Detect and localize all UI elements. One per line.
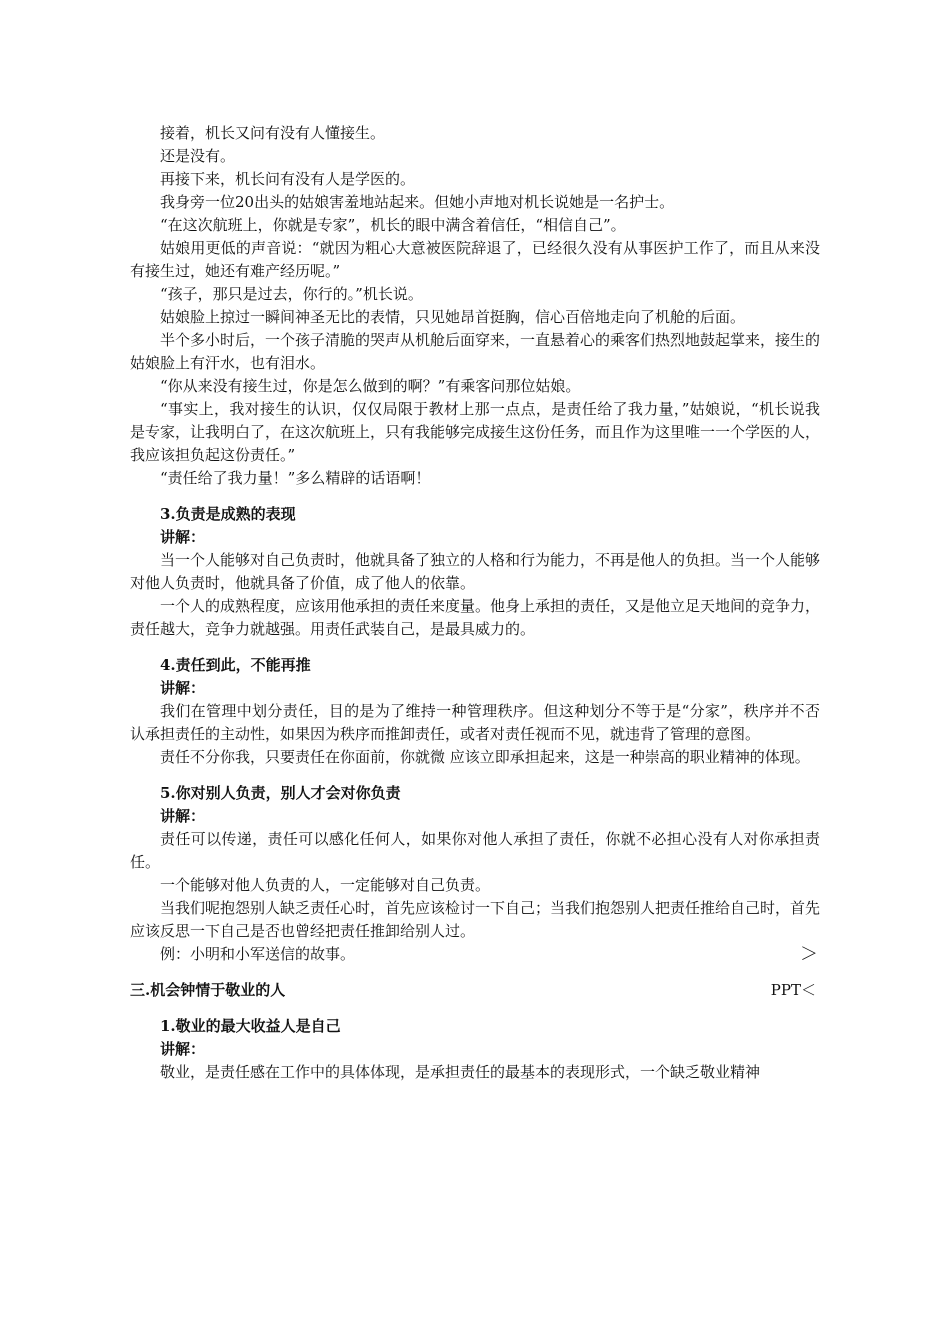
chapter-title: 三.机会钟情于敬业的人 <box>130 981 286 999</box>
arrow-right-icon: ＞ <box>800 944 818 965</box>
story-paragraph: 姑娘脸上掠过一瞬间神圣无比的表情，只见她昂首挺胸，信心百倍地走向了机舱的后面。 <box>160 308 746 326</box>
story-paragraph: 半个多小时后，一个孩子清脆的哭声从机舱后面穿来，一直悬着心的乘客们热烈地鼓起掌来，接生的姑娘脸上有汗水，也有泪水。 <box>130 331 821 372</box>
story-paragraph: “在这次航班上，你就是专家”，机长的眼中满含着信任，“相信自己”。 <box>160 216 626 234</box>
story-paragraph: “孩子，那只是过去，你行的。”机长说。 <box>160 285 423 303</box>
ppt-marker: PPT＜ <box>770 981 816 999</box>
section-paragraph: 责任可以传递，责任可以感化任何人，如果你对他人承担了责任，你就不必担心没有人对你承担责任。 <box>130 830 820 871</box>
story-paragraph: “责任给了我力量！”多么精辟的话语啊！ <box>160 469 431 487</box>
explanation-label: 讲解： <box>160 679 206 697</box>
section-heading: 3.负责是成熟的表现 <box>160 505 296 523</box>
story-paragraph: “事实上，我对接生的认识，仅仅局限于教材上那一点点，是责任给了我力量，”姑娘说，“机长说我是专家，让我明白了，在这次航班上，只有我能够完成接生这份任务，而且作为这里唯一一个学医的人，我应该担负起这份责任。” <box>130 400 821 464</box>
section-paragraph: 敬业，是责任感在工作中的具体体现，是承担责任的最基本的表现形式，一个缺乏敬业精神 <box>160 1063 761 1081</box>
section-paragraph: 责任不分你我，只要责任在你面前，你就微 应该立即承担起来，这是一种崇高的职业精神的体现。 <box>160 748 810 766</box>
section-paragraph: 一个人的成熟程度，应该用他承担的责任来度量。他身上承担的责任，又是他立足天地间的竞争力，责任越大，竞争力就越强。用责任武装自己，是最具威力的。 <box>130 597 821 638</box>
section-paragraph: 当我们呢抱怨别人缺乏责任心时，首先应该检讨一下自己；当我们抱怨别人把责任推给自己时，首先应该反思一下自己是否也曾经把责任推卸给别人过。 <box>130 899 821 940</box>
story-paragraph: 还是没有。 <box>160 147 236 165</box>
section-heading: 4.责任到此，不能再推 <box>160 656 311 674</box>
document-body <box>130 122 820 1084</box>
story-paragraph: 接着，机长又问有没有人懂接生。 <box>160 124 386 142</box>
example-text: 例：小明和小军送信的故事。 <box>160 945 356 963</box>
story-paragraph: 再接下来，机长问有没有人是学医的。 <box>160 170 416 188</box>
section-paragraph: 一个能够对他人负责的人，一定能够对自己负责。 <box>160 876 491 894</box>
story-paragraph: 我身旁一位20出头的姑娘害羞地站起来。但她小声地对机长说她是一名护士。 <box>160 193 675 211</box>
section-heading: 1.敬业的最大收益人是自己 <box>160 1017 341 1035</box>
section-paragraph: 当一个人能够对自己负责时，他就具备了独立的人格和行为能力，不再是他人的负担。当一个人能够对他人负责时，他就具备了价值，成了他人的依靠。 <box>130 551 821 592</box>
chapter-heading <box>130 979 820 1002</box>
section-heading: 5.你对别人负责，别人才会对你负责 <box>160 784 401 802</box>
explanation-label: 讲解： <box>160 528 206 546</box>
section-paragraph: 我们在管理中划分责任，目的是为了维持一种管理秩序。但这种划分不等于是“分家”，秩序并不否认承担责任的主动性，如果因为秩序而推卸责任，或者对责任视而不见，就违背了管理的意图。 <box>130 702 820 743</box>
example-line <box>130 943 820 966</box>
explanation-label: 讲解： <box>160 1040 206 1058</box>
story-paragraph: 姑娘用更低的声音说：“就因为粗心大意被医院辞退了，已经很久没有从事医护工作了，而且从来没有接生过，她还有难产经历呢。” <box>130 239 820 280</box>
explanation-label: 讲解： <box>160 807 206 825</box>
story-paragraph: “你从来没有接生过，你是怎么做到的啊？”有乘客问那位姑娘。 <box>160 377 581 395</box>
